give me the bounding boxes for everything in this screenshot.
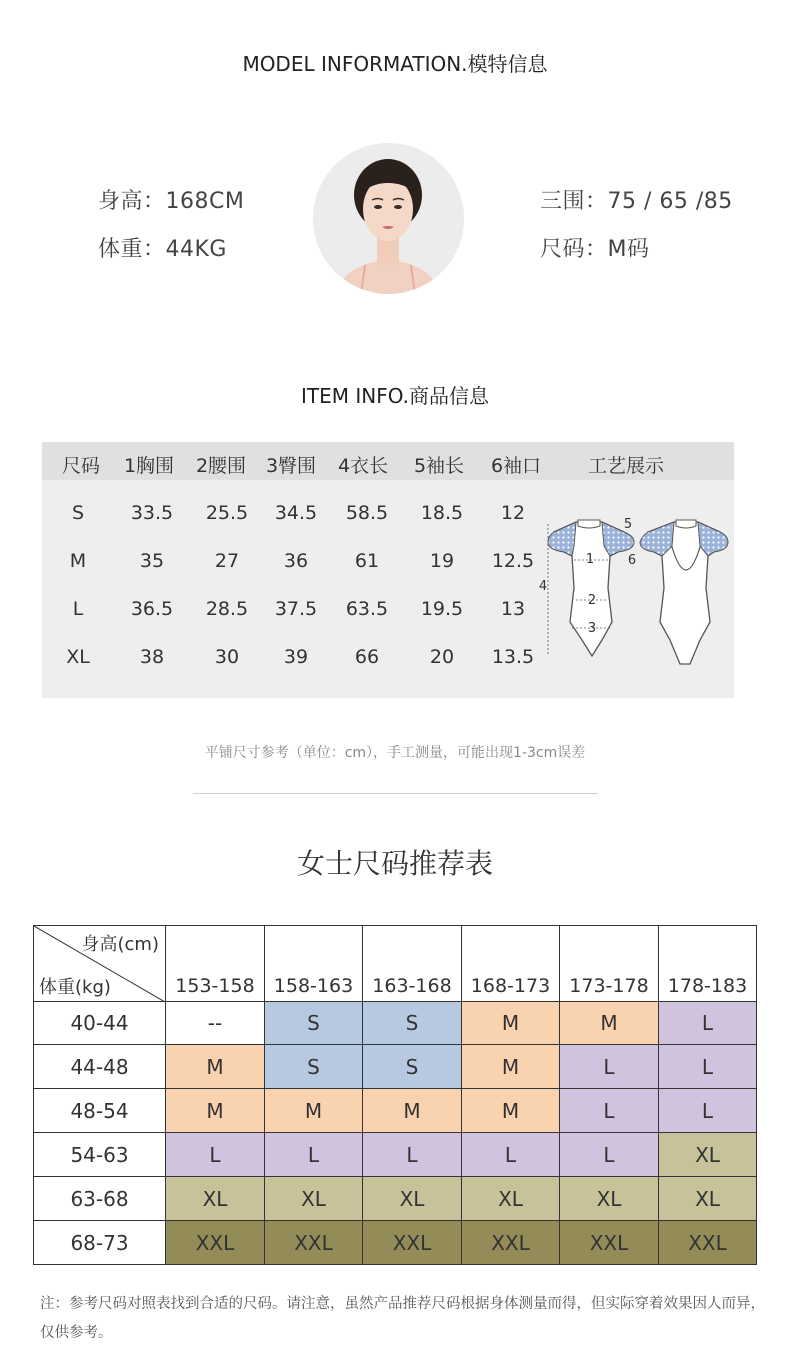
table-row — [34, 1002, 757, 1045]
model-size: 尺码：M码 — [540, 237, 650, 262]
size-cell: XXL — [265, 1221, 363, 1265]
row-hip: 34.5 — [274, 502, 318, 524]
size-cell: M — [166, 1089, 265, 1133]
size-cell: L — [659, 1045, 757, 1089]
size-recommend-table — [33, 925, 757, 1265]
weight-range: 40-44 — [34, 1002, 166, 1045]
weight-range: 44-48 — [34, 1045, 166, 1089]
header-waist: 2腰围 — [195, 455, 247, 477]
size-cell: S — [363, 1002, 462, 1045]
size-cell: S — [265, 1002, 363, 1045]
row-chest: 35 — [139, 550, 165, 572]
row-length: 61 — [354, 550, 380, 572]
size-cell: L — [659, 1089, 757, 1133]
model-avatar — [313, 143, 464, 294]
size-cell: XL — [265, 1177, 363, 1221]
height-range-header: 158-163 — [265, 926, 363, 1002]
diagram-label-2: 2 — [587, 593, 597, 608]
weight-range: 68-73 — [34, 1221, 166, 1265]
size-cell: M — [462, 1089, 560, 1133]
row-cuff: 13.5 — [491, 646, 535, 668]
row-chest: 38 — [139, 646, 165, 668]
size-cell: L — [560, 1089, 659, 1133]
size-cell: XL — [462, 1177, 560, 1221]
row-length: 63.5 — [345, 598, 389, 620]
row-hip: 37.5 — [274, 598, 318, 620]
size-cell: -- — [166, 1002, 265, 1045]
header-cuff: 6袖口 — [490, 455, 542, 477]
section-divider — [193, 793, 598, 794]
header-craft-display: 工艺展示 — [587, 455, 664, 477]
size-cell: S — [265, 1045, 363, 1089]
size-cell: S — [363, 1045, 462, 1089]
size-cell: XXL — [659, 1221, 757, 1265]
size-cell: XXL — [560, 1221, 659, 1265]
size-cell: L — [462, 1133, 560, 1177]
measurement-note: 平铺尺寸参考（单位：cm），手工测量，可能出现1-3cm误差 — [204, 745, 586, 761]
weight-range: 63-68 — [34, 1177, 166, 1221]
recommend-footnote: 注：参考尺码对照表找到合适的尺码。请注意，虽然产品推荐尺码根据身体测量而得，但实际穿着效果因人而异，仅供参考。 — [40, 1296, 765, 1341]
table-header-row — [34, 926, 757, 1002]
table-row — [34, 1221, 757, 1265]
diagram-label-4: 4 — [538, 579, 548, 594]
model-weight: 体重：44KG — [98, 237, 227, 262]
row-cuff: 12.5 — [491, 550, 535, 572]
garment-diagram — [536, 510, 732, 672]
size-cell: XL — [166, 1177, 265, 1221]
table-row — [34, 1177, 757, 1221]
height-range-header: 168-173 — [462, 926, 560, 1002]
height-range-header: 163-168 — [363, 926, 462, 1002]
row-cuff: 13 — [500, 598, 526, 620]
row-sleeve-length: 20 — [429, 646, 455, 668]
diagram-label-3: 3 — [587, 621, 597, 636]
height-range-header: 153-158 — [166, 926, 265, 1002]
row-size: M — [69, 550, 87, 572]
size-cell: L — [659, 1002, 757, 1045]
size-cell: L — [166, 1133, 265, 1177]
size-cell: XXL — [166, 1221, 265, 1265]
weight-range: 48-54 — [34, 1089, 166, 1133]
header-size: 尺码 — [61, 455, 100, 477]
model-portrait-image — [313, 143, 464, 294]
row-length: 66 — [354, 646, 380, 668]
model-measurements: 三围：75 / 65 /85 — [540, 189, 733, 214]
row-sleeve-length: 19 — [429, 550, 455, 572]
diagram-label-1: 1 — [585, 552, 595, 567]
size-cell: L — [560, 1133, 659, 1177]
row-hip: 36 — [283, 550, 309, 572]
header-length: 4衣长 — [337, 455, 389, 477]
header-chest: 1胸围 — [123, 455, 175, 477]
row-size: L — [72, 598, 84, 620]
table-row — [34, 1089, 757, 1133]
size-cell: L — [265, 1133, 363, 1177]
row-chest: 33.5 — [130, 502, 174, 524]
table-row — [34, 1045, 757, 1089]
row-waist: 28.5 — [205, 598, 249, 620]
size-cell: M — [462, 1002, 560, 1045]
row-size: S — [71, 502, 85, 524]
row-cuff: 12 — [500, 502, 526, 524]
header-hip: 3臀围 — [265, 455, 317, 477]
row-waist: 25.5 — [205, 502, 249, 524]
size-cell: XL — [659, 1177, 757, 1221]
row-hip: 39 — [283, 646, 309, 668]
size-cell: L — [363, 1133, 462, 1177]
row-chest: 36.5 — [130, 598, 174, 620]
row-length: 58.5 — [345, 502, 389, 524]
corner-weight-label: 体重(kg) — [39, 977, 111, 998]
size-cell: M — [363, 1089, 462, 1133]
row-waist: 30 — [214, 646, 240, 668]
recommend-title: 女士尺码推荐表 — [296, 847, 493, 880]
size-cell: XL — [560, 1177, 659, 1221]
weight-range: 54-63 — [34, 1133, 166, 1177]
size-cell: XL — [363, 1177, 462, 1221]
size-cell: XXL — [462, 1221, 560, 1265]
size-cell: M — [560, 1002, 659, 1045]
header-sleeve-length: 5袖长 — [413, 455, 465, 477]
row-size: XL — [66, 646, 90, 668]
height-range-header: 178-183 — [659, 926, 757, 1002]
diagram-label-5: 5 — [623, 517, 633, 532]
model-height: 身高：168CM — [98, 189, 245, 214]
item-info-title: ITEM INFO.商品信息 — [300, 384, 490, 408]
size-cell: L — [560, 1045, 659, 1089]
corner-cell — [34, 926, 166, 1002]
table-row — [34, 1133, 757, 1177]
row-sleeve-length: 19.5 — [420, 598, 464, 620]
row-waist: 27 — [214, 550, 240, 572]
row-sleeve-length: 18.5 — [420, 502, 464, 524]
size-cell: M — [166, 1045, 265, 1089]
size-cell: M — [462, 1045, 560, 1089]
size-cell: XXL — [363, 1221, 462, 1265]
corner-height-label: 身高(cm) — [81, 934, 159, 955]
height-range-header: 173-178 — [560, 926, 659, 1002]
model-info-title: MODEL INFORMATION.模特信息 — [242, 52, 548, 76]
size-cell: XL — [659, 1133, 757, 1177]
size-cell: M — [265, 1089, 363, 1133]
diagram-label-6: 6 — [627, 553, 637, 568]
